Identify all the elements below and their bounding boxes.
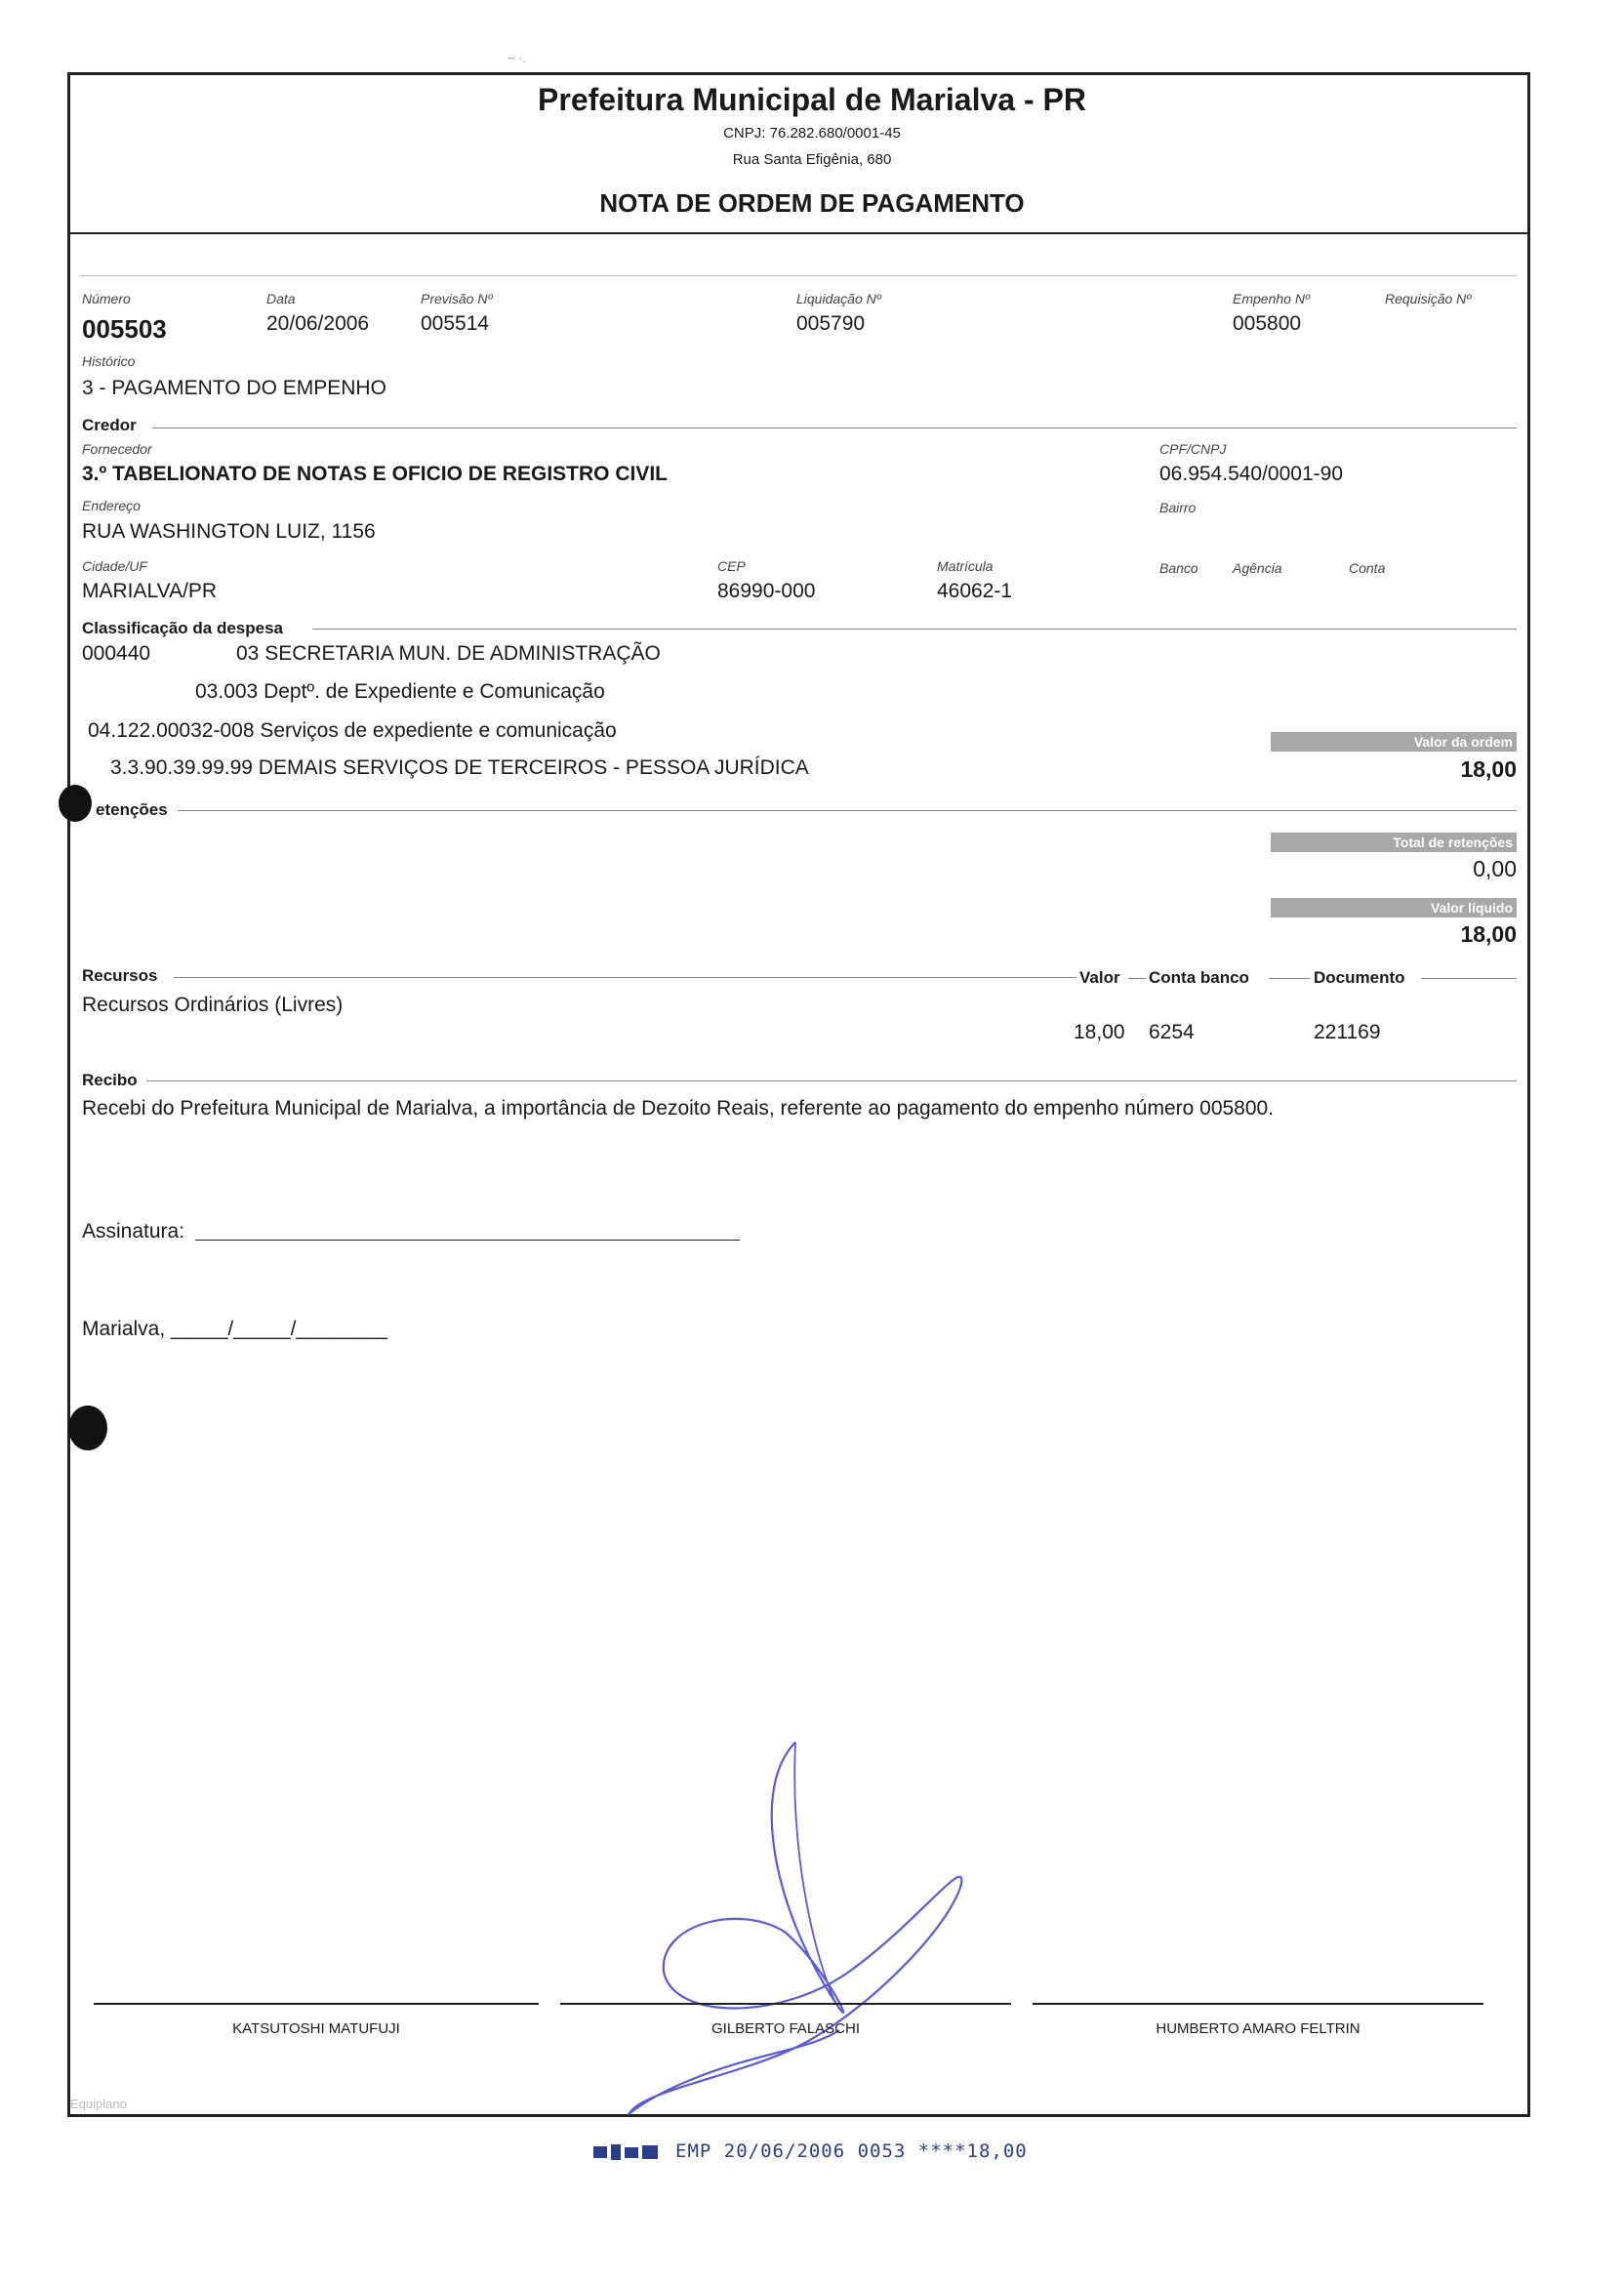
previsao-value: 005514 xyxy=(421,312,490,335)
recibo-section-label: Recibo xyxy=(82,1071,138,1089)
retencoes-section-label: etenções xyxy=(96,800,168,819)
top-stamp-mark: ~ ·. xyxy=(508,51,527,65)
liquidacao-label: Liquidação Nº xyxy=(796,291,881,306)
handwritten-signature xyxy=(586,1728,995,2118)
total-retencoes-value: 0,00 xyxy=(1473,856,1517,881)
cep-value: 86990-000 xyxy=(717,580,816,602)
local-date-field[interactable]: Marialva, _____/_____/________ xyxy=(82,1318,387,1340)
recursos-rule-2 xyxy=(1128,978,1146,979)
signatory-1: KATSUTOSHI MATUFUJI xyxy=(232,2020,400,2037)
banco-label: Banco xyxy=(1159,560,1198,576)
recursos-descricao: Recursos Ordinários (Livres) xyxy=(82,994,344,1016)
punch-hole-mark-2 xyxy=(68,1406,107,1450)
recursos-rule-3 xyxy=(1269,978,1310,979)
cidade-label: Cidade/UF xyxy=(82,558,147,574)
cep-label: CEP xyxy=(717,558,746,574)
historico-label: Histórico xyxy=(82,353,136,369)
elemento-text: 3.3.90.39.99.99 DEMAIS SERVIÇOS DE TERCEIROS - PESSOA JURÍDICA xyxy=(110,756,809,779)
valor-ordem-value: 18,00 xyxy=(1460,756,1517,782)
system-watermark: Equiplano xyxy=(70,2097,127,2111)
secretaria-text: 03 SECRETARIA MUN. DE ADMINISTRAÇÃO xyxy=(236,642,661,665)
liquidacao-value: 005790 xyxy=(796,312,866,335)
total-retencoes-label: Total de retenções xyxy=(1271,833,1517,852)
funcional-text: 04.122.00032-008 Serviços de expediente e comunicação xyxy=(88,719,617,742)
matricula-label: Matrícula xyxy=(937,558,994,574)
header-separator xyxy=(67,232,1530,234)
classificacao-rule xyxy=(312,629,1517,630)
recursos-conta: 6254 xyxy=(1149,1021,1195,1043)
assinatura-label: Assinatura: xyxy=(82,1220,185,1243)
cidade-value: MARIALVA/PR xyxy=(82,580,218,602)
signature-line-1 xyxy=(94,2003,539,2005)
historico-value: 3 - PAGAMENTO DO EMPENHO xyxy=(82,377,386,399)
empenho-value: 005800 xyxy=(1233,312,1302,335)
endereco-label: Endereço xyxy=(82,498,141,513)
page-title: Prefeitura Municipal de Marialva - PR xyxy=(538,82,1086,117)
recibo-text: Recebi do Prefeitura Municipal de Marialva, a importância de Dezoito Reais, referente ao pagamento do empenho número 005800. xyxy=(82,1097,1275,1120)
numero-value: 005503 xyxy=(82,314,167,344)
recursos-section-label: Recursos xyxy=(82,966,158,985)
data-value: 20/06/2006 xyxy=(266,312,370,335)
empenho-label: Empenho Nº xyxy=(1233,291,1311,306)
address-text: Rua Santa Efigênia, 680 xyxy=(732,151,892,168)
recursos-rule xyxy=(174,977,1076,978)
payment-stamp: EMP 20/06/2006 0053 ****18,00 xyxy=(675,2140,1028,2162)
recursos-valor: 18,00 xyxy=(1074,1021,1125,1043)
fornecedor-label: Fornecedor xyxy=(82,441,152,457)
valor-column-header: Valor xyxy=(1079,968,1120,987)
document-title: NOTA DE ORDEM DE PAGAMENTO xyxy=(599,188,1025,218)
assinatura-line[interactable] xyxy=(195,1240,740,1241)
documento-column-header: Documento xyxy=(1314,968,1405,987)
matricula-value: 46062-1 xyxy=(937,580,1013,602)
signature-line-3 xyxy=(1033,2003,1483,2005)
data-label: Data xyxy=(266,291,296,306)
top-divider xyxy=(80,275,1517,276)
cpf-label: CPF/CNPJ xyxy=(1159,441,1227,457)
stamp-logo-icon xyxy=(593,2143,662,2161)
valor-liquido-value: 18,00 xyxy=(1460,921,1517,947)
conta-banco-column-header: Conta banco xyxy=(1149,968,1249,987)
recursos-documento: 221169 xyxy=(1314,1021,1381,1043)
credor-section-label: Credor xyxy=(82,416,137,434)
signature-line-2 xyxy=(560,2003,1011,2005)
classificacao-section-label: Classificação da despesa xyxy=(82,619,284,637)
valor-liquido-label: Valor líquido xyxy=(1271,898,1517,917)
numero-label: Número xyxy=(82,291,131,306)
retencoes-rule xyxy=(178,810,1517,811)
previsao-label: Previsão Nº xyxy=(421,291,493,306)
requisicao-label: Requisição Nº xyxy=(1385,291,1472,306)
conta-label: Conta xyxy=(1349,560,1386,576)
agencia-label: Agência xyxy=(1233,560,1282,576)
fornecedor-value: 3.º TABELIONATO DE NOTAS E OFICIO DE REGISTRO CIVIL xyxy=(82,463,668,485)
punch-hole-mark xyxy=(59,785,92,822)
valor-ordem-label: Valor da ordem xyxy=(1271,732,1517,752)
signatory-2: GILBERTO FALASCHI xyxy=(711,2020,860,2037)
departamento-text: 03.003 Deptº. de Expediente e Comunicação xyxy=(195,680,605,703)
recibo-rule xyxy=(146,1080,1517,1081)
cnpj-text: CNPJ: 76.282.680/0001-45 xyxy=(723,125,901,142)
signatory-3: HUMBERTO AMARO FELTRIN xyxy=(1156,2020,1360,2037)
cpf-value: 06.954.540/0001-90 xyxy=(1159,463,1344,485)
recursos-rule-4 xyxy=(1421,978,1517,979)
endereco-value: RUA WASHINGTON LUIZ, 1156 xyxy=(82,520,376,543)
bairro-label: Bairro xyxy=(1159,500,1197,515)
classificacao-code: 000440 xyxy=(82,642,151,665)
